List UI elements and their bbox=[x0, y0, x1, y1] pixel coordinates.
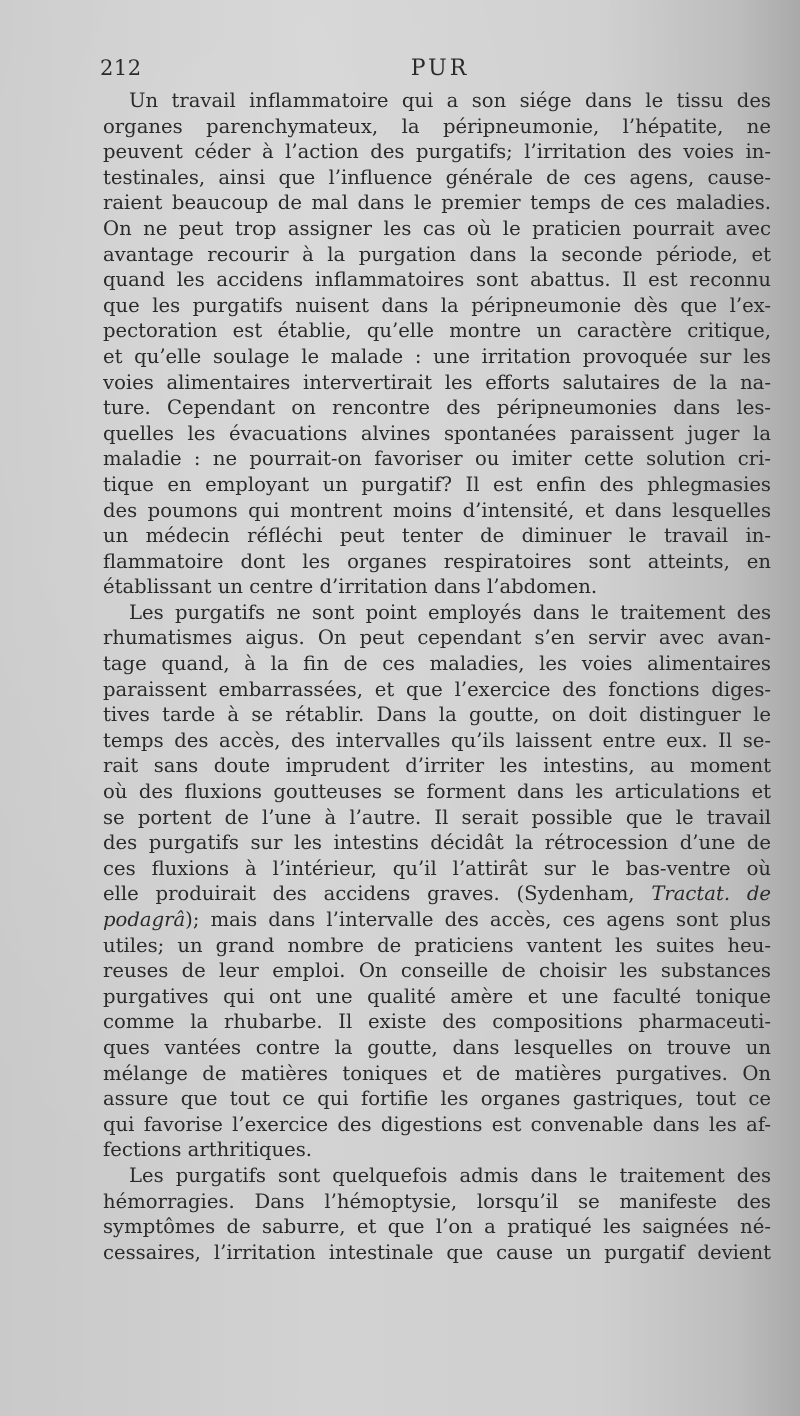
paragraph-2 bbox=[103, 600, 771, 1163]
text-line-with-citation bbox=[103, 907, 771, 933]
body-text bbox=[103, 88, 771, 1265]
text-line: temps des accès, des intervalles qu’ils laissent entre eux. Il se- bbox=[103, 728, 771, 752]
text-line: un médecin réfléchi peut tenter de diminuer le travail in- bbox=[103, 524, 771, 548]
text-line: rhumatismes aigus. On peut cependant s’en servir avec avan- bbox=[103, 626, 771, 650]
text-line: qui favorise l’exercice des digestions est convenable dans les af- bbox=[103, 1112, 771, 1136]
text-line: On ne peut trop assigner les cas où le praticien pourrait avec bbox=[103, 216, 771, 240]
text-line: mélange de matières toniques et de matières purgatives. On bbox=[103, 1061, 771, 1085]
text-line: ques vantées contre la goutte, dans lesquelles on trouve un bbox=[103, 1035, 771, 1059]
paragraph-1 bbox=[103, 88, 771, 600]
text-line: testinales, ainsi que l’influence générale de ces agens, cause- bbox=[103, 165, 771, 189]
text-line: des poumons qui montrent moins d’intensité, et dans lesquelles bbox=[103, 498, 771, 522]
text-line: purgatives qui ont une qualité amère et une faculté tonique bbox=[103, 984, 771, 1008]
text-segment: ; mais dans l’intervalle des accès, ces agens sont plus bbox=[192, 908, 771, 931]
text-line: rait sans doute imprudent d’irriter les intestins, au moment bbox=[103, 754, 771, 778]
text-line: hémorragies. Dans l’hémoptysie, lorsqu’il se manifeste des bbox=[103, 1189, 771, 1213]
text-line: pectoration est établie, qu’elle montre un caractère critique, bbox=[103, 319, 771, 343]
text-line: fections arthritiques. bbox=[103, 1138, 313, 1162]
text-line: voies alimentaires intervertirait les efforts salutaires de la na- bbox=[103, 370, 771, 394]
text-line: cessaires, l’irritation intestinale que cause un purgatif devient bbox=[103, 1240, 771, 1264]
text-line: comme la rhubarbe. Il existe des compositions pharmaceuti- bbox=[103, 1010, 771, 1034]
text-line: tives tarde à se rétablir. Dans la goutte, on doit distinguer le bbox=[103, 703, 771, 727]
text-line: quelles les évacuations alvines spontanées paraissent juger la bbox=[103, 421, 771, 445]
citation-title: Tractat. de bbox=[651, 882, 771, 906]
text-line: des purgatifs sur les intestins décidât la rétrocession d’une de bbox=[103, 831, 771, 855]
text-line: Les purgatifs sont quelquefois admis dans le traitement des bbox=[129, 1163, 771, 1187]
text-line: tique en employant un purgatif? Il est enfin des phlegmasies bbox=[103, 472, 771, 496]
text-line: symptômes de saburre, et que l’on a pratiqué les saignées né- bbox=[103, 1215, 771, 1239]
text-line: peuvent céder à l’action des purgatifs; l’irritation des voies in- bbox=[103, 140, 771, 164]
text-line: organes parenchymateux, la péripneumonie, l’hépatite, ne bbox=[103, 114, 771, 138]
text-line: et qu’elle soulage le malade : une irritation provoquée sur les bbox=[103, 344, 771, 368]
text-line-with-citation bbox=[103, 881, 771, 907]
text-line: tage quand, à la fin de ces maladies, les voies alimentaires bbox=[103, 652, 771, 676]
text-line: paraissent embarrassées, et que l’exercice des fonctions diges- bbox=[103, 677, 771, 701]
text-line: quand les accidens inflammatoires sont abattus. Il est reconnu bbox=[103, 268, 771, 292]
text-line: utiles; un grand nombre de praticiens vantent les suites heu- bbox=[103, 933, 771, 957]
text-line: Les purgatifs ne sont point employés dans le traitement des bbox=[129, 600, 771, 624]
text-line: que les purgatifs nuisent dans la péripneumonie dès que l’ex- bbox=[103, 293, 771, 317]
text-line: avantage recourir à la purgation dans la seconde période, et bbox=[103, 242, 771, 266]
paragraph-3 bbox=[103, 1163, 771, 1265]
running-title: PUR bbox=[410, 56, 470, 81]
text-line: maladie : ne pourrait-on favoriser ou imiter cette solution cri- bbox=[103, 447, 771, 471]
citation-title-continued: podagrâ bbox=[103, 908, 186, 931]
running-head bbox=[100, 56, 780, 86]
text-line: Un travail inflammatoire qui a son siége dans le tissu des bbox=[129, 89, 771, 112]
text-line: se portent de l’une à l’autre. Il serait possible que le travail bbox=[103, 805, 771, 829]
text-segment: elle produirait des accidens graves. (Sydenham, bbox=[103, 882, 652, 906]
text-line: assure que tout ce qui fortifie les organes gastriques, tout ce bbox=[103, 1087, 771, 1111]
text-line: ture. Cependant on rencontre des péripneumonies dans les- bbox=[103, 396, 771, 420]
text-line: flammatoire dont les organes respiratoires sont atteints, en bbox=[103, 549, 771, 573]
text-line: raient beaucoup de mal dans le premier temps de ces maladies. bbox=[103, 191, 771, 215]
citation-closing: ) bbox=[185, 908, 193, 931]
text-line: ces fluxions à l’intérieur, qu’il l’attirât sur le bas-ventre où bbox=[103, 856, 771, 880]
text-line: où des fluxions goutteuses se forment dans les articulations et bbox=[103, 780, 771, 804]
text-line: reuses de leur emploi. On conseille de choisir les substances bbox=[103, 959, 771, 983]
page-number: 212 bbox=[100, 56, 142, 80]
text-line: établissant un centre d’irritation dans l’abdomen. bbox=[103, 575, 598, 599]
